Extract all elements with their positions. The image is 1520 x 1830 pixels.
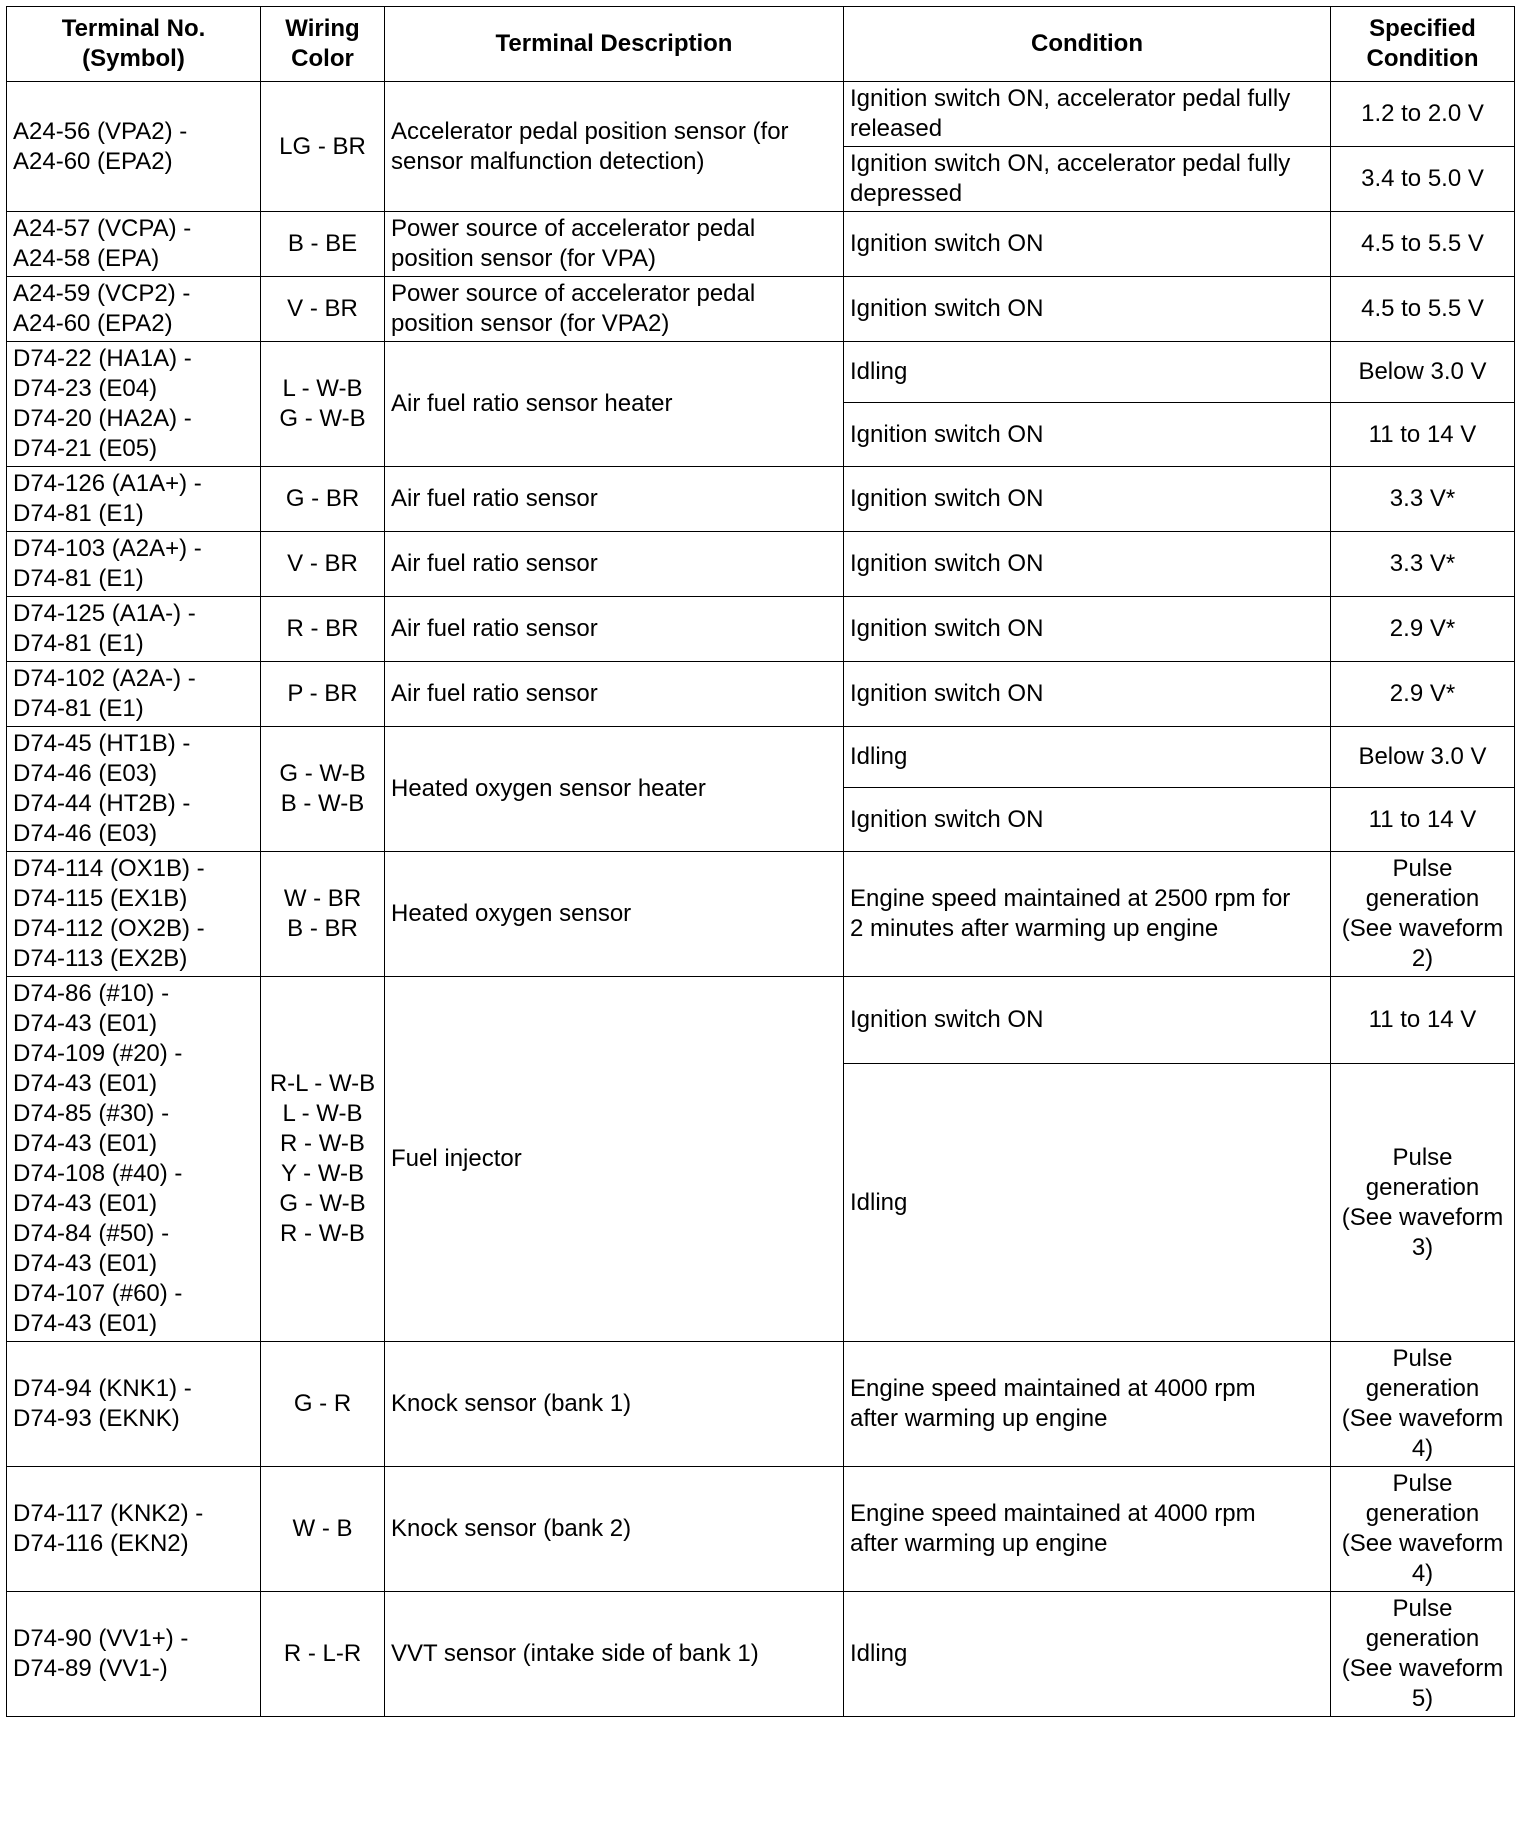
condition-line: released <box>850 115 943 142</box>
condition-cell <box>844 788 1331 852</box>
spec-line: 4) <box>1411 1560 1434 1587</box>
wiring-color-cell <box>261 597 385 662</box>
terminal-line: D74-126 (A1A+) - <box>13 470 202 497</box>
condition-line: Idling <box>850 358 908 386</box>
description-cell <box>385 662 844 727</box>
table-row <box>7 277 1515 342</box>
terminal-cell <box>7 1342 261 1467</box>
condition-line: Engine speed maintained at 2500 rpm for <box>850 885 1291 912</box>
wiring-line: B - BR <box>287 915 358 942</box>
terminal-line: D74-81 (E1) <box>13 500 144 527</box>
terminal-line: D74-81 (E1) <box>13 630 144 657</box>
terminal-line: D74-94 (KNK1) - <box>13 1375 192 1402</box>
terminal-line: D74-43 (E01) <box>13 1130 158 1157</box>
condition-cell <box>844 727 1331 788</box>
terminal-line: D74-46 (E03) <box>13 760 158 787</box>
terminal-line: D74-108 (#40) - <box>13 1160 183 1187</box>
wiring-line: R - BR <box>286 615 359 642</box>
specified-condition-cell <box>1331 1467 1515 1592</box>
spec-line: Pulse <box>1392 1143 1453 1171</box>
terminal-cell <box>7 597 261 662</box>
condition-cell <box>844 662 1331 727</box>
terminal-line: D74-117 (KNK2) - <box>13 1500 204 1527</box>
terminal-line: D74-84 (#50) - <box>13 1220 170 1247</box>
wiring-color-cell <box>261 852 385 977</box>
description-cell <box>385 1592 844 1717</box>
terminal-line: A24-59 (VCP2) - <box>13 280 191 307</box>
header-wiring-line2: Color <box>291 45 354 72</box>
terminal-line: D74-113 (EX2B) <box>13 945 188 972</box>
terminal-cell <box>7 1592 261 1717</box>
wiring-line: L - W-B <box>282 1100 363 1127</box>
wiring-line: R - L-R <box>283 1640 362 1667</box>
spec-line: generation <box>1365 1375 1480 1402</box>
spec-line: 11 to 14 V <box>1368 1006 1477 1034</box>
terminal-cell <box>7 1467 261 1592</box>
spec-line: (See waveform <box>1341 915 1504 942</box>
description-line: position sensor (for VPA2) <box>391 310 670 337</box>
condition-cell <box>844 852 1331 977</box>
specified-condition-cell <box>1331 662 1515 727</box>
description-cell <box>385 727 844 852</box>
terminal-line: D74-22 (HA1A) - <box>13 345 192 372</box>
condition-line: Ignition switch ON <box>850 680 1044 707</box>
specified-condition-cell <box>1331 82 1515 147</box>
terminal-line: D74-116 (EKN2) <box>13 1530 189 1557</box>
wiring-color-cell <box>261 1592 385 1717</box>
spec-line: 2.9 V* <box>1389 680 1456 707</box>
description-line: Air fuel ratio sensor <box>391 680 598 707</box>
terminal-line: D74-44 (HT2B) - <box>13 790 191 817</box>
condition-cell <box>844 1467 1331 1592</box>
spec-line: (See waveform <box>1341 1655 1504 1682</box>
terminal-line: D74-89 (VV1-) <box>13 1655 168 1682</box>
wiring-line: LG - BR <box>279 132 366 160</box>
wiring-color-cell <box>261 977 385 1342</box>
terminal-cell <box>7 467 261 532</box>
specified-condition-cell <box>1331 342 1515 403</box>
terminal-line: D74-115 (EX1B) <box>13 885 188 912</box>
spec-line: 4) <box>1411 1435 1434 1462</box>
spec-line: (See waveform <box>1341 1203 1504 1231</box>
specified-condition-cell <box>1331 852 1515 977</box>
specified-condition-cell <box>1331 597 1515 662</box>
spec-line: 11 to 14 V <box>1368 420 1477 448</box>
terminal-cell <box>7 852 261 977</box>
header-terminal-line2: (Symbol) <box>82 45 185 72</box>
wiring-line: L - W-B <box>282 375 363 402</box>
terminal-cell <box>7 277 261 342</box>
header-terminal-no <box>7 7 261 82</box>
condition-line: after warming up engine <box>850 1530 1108 1557</box>
condition-line: Idling <box>850 743 908 771</box>
specified-condition-cell <box>1331 727 1515 788</box>
header-specified-line1: Specified <box>1369 15 1476 42</box>
specified-condition-cell <box>1331 147 1515 212</box>
terminal-line: D74-46 (E03) <box>13 820 158 847</box>
condition-line: Ignition switch ON <box>850 615 1044 642</box>
description-line: Air fuel ratio sensor <box>391 550 598 577</box>
terminal-line: D74-86 (#10) - <box>13 980 170 1007</box>
terminal-line: D74-93 (EKNK) <box>13 1405 180 1432</box>
condition-line: Idling <box>850 1188 908 1216</box>
wiring-color-cell <box>261 277 385 342</box>
terminal-line: A24-60 (EPA2) <box>13 310 173 337</box>
terminal-line: D74-81 (E1) <box>13 695 144 722</box>
wiring-line: G - W-B <box>279 405 366 432</box>
wiring-line: R-L - W-B <box>269 1070 376 1097</box>
condition-line: Ignition switch ON <box>850 420 1044 448</box>
terminal-line: D74-114 (OX1B) - <box>13 855 205 882</box>
wiring-color-cell <box>261 82 385 212</box>
condition-line: after warming up engine <box>850 1405 1108 1432</box>
condition-cell <box>844 147 1331 212</box>
table-row <box>7 662 1515 727</box>
spec-line: 11 to 14 V <box>1368 805 1477 833</box>
description-cell <box>385 852 844 977</box>
spec-line: Below 3.0 V <box>1358 743 1487 771</box>
terminal-line: D74-43 (E01) <box>13 1310 158 1337</box>
spec-line: 2.9 V* <box>1389 615 1456 642</box>
condition-cell <box>844 1592 1331 1717</box>
spec-line: 3) <box>1411 1233 1434 1261</box>
condition-line: Ignition switch ON <box>850 295 1044 322</box>
description-cell <box>385 597 844 662</box>
spec-line: (See waveform <box>1341 1405 1504 1432</box>
wiring-color-cell <box>261 467 385 532</box>
table-row <box>7 212 1515 277</box>
description-line: Air fuel ratio sensor <box>391 485 598 512</box>
description-line: Air fuel ratio sensor <box>391 615 598 642</box>
terminal-cell <box>7 662 261 727</box>
terminal-line: D74-81 (E1) <box>13 565 144 592</box>
condition-cell <box>844 82 1331 147</box>
wiring-color-cell <box>261 532 385 597</box>
wiring-line: G - W-B <box>279 760 366 787</box>
wiring-color-cell <box>261 212 385 277</box>
description-cell <box>385 277 844 342</box>
terminal-cell <box>7 342 261 467</box>
table-row <box>7 597 1515 662</box>
specified-condition-cell <box>1331 212 1515 277</box>
condition-cell <box>844 467 1331 532</box>
specified-condition-cell <box>1331 1064 1515 1342</box>
condition-cell <box>844 1342 1331 1467</box>
table-row <box>7 1467 1515 1592</box>
condition-line: Ignition switch ON <box>850 550 1044 577</box>
condition-cell <box>844 977 1331 1064</box>
terminal-line: D74-107 (#60) - <box>13 1280 183 1307</box>
spec-line: Below 3.0 V <box>1358 358 1487 386</box>
terminal-line: A24-57 (VCPA) - <box>13 215 192 242</box>
condition-cell <box>844 403 1331 467</box>
terminal-cell <box>7 977 261 1342</box>
header-wiring-color <box>261 7 385 82</box>
condition-line: Ignition switch ON <box>850 485 1044 512</box>
spec-line: 2) <box>1411 945 1434 972</box>
description-line: sensor malfunction detection) <box>391 147 705 175</box>
description-cell <box>385 212 844 277</box>
wiring-line: Y - W-B <box>280 1160 365 1187</box>
header-wiring-line1: Wiring <box>285 15 360 42</box>
terminal-line: D74-45 (HT1B) - <box>13 730 191 757</box>
condition-line: Ignition switch ON <box>850 805 1044 833</box>
spec-line: Pulse <box>1392 855 1453 882</box>
condition-line: Engine speed maintained at 4000 rpm <box>850 1500 1256 1527</box>
terminal-line: D74-103 (A2A+) - <box>13 535 202 562</box>
terminal-line: D74-43 (E01) <box>13 1070 158 1097</box>
condition-cell <box>844 212 1331 277</box>
description-cell <box>385 342 844 467</box>
wiring-color-cell <box>261 1467 385 1592</box>
condition-line: Idling <box>850 1640 908 1667</box>
header-specified-line2: Condition <box>1366 45 1479 72</box>
table-header <box>7 7 1515 82</box>
wiring-line: R - W-B <box>280 1220 365 1247</box>
table-row <box>7 1342 1515 1467</box>
table-row <box>7 342 1515 403</box>
wiring-line: W - B <box>292 1515 353 1542</box>
condition-cell <box>844 342 1331 403</box>
description-cell <box>385 1342 844 1467</box>
terminal-cell <box>7 212 261 277</box>
terminal-line: D74-85 (#30) - <box>13 1100 170 1127</box>
table-row <box>7 82 1515 147</box>
description-line: Accelerator pedal position sensor (for <box>391 117 789 145</box>
specified-condition-cell <box>1331 977 1515 1064</box>
table-row <box>7 727 1515 788</box>
description-line: VVT sensor (intake side of bank 1) <box>391 1640 759 1667</box>
wiring-line: P - BR <box>287 680 358 707</box>
description-cell <box>385 977 844 1342</box>
spec-line: 4.5 to 5.5 V <box>1361 230 1484 257</box>
wiring-color-cell <box>261 727 385 852</box>
description-cell <box>385 467 844 532</box>
spec-line: 4.5 to 5.5 V <box>1361 295 1484 322</box>
terminal-line: D74-43 (E01) <box>13 1190 158 1217</box>
specified-condition-cell <box>1331 467 1515 532</box>
terminal-line: D74-21 (E05) <box>13 435 158 462</box>
wiring-line: B - W-B <box>280 790 365 817</box>
spec-line: generation <box>1365 1173 1480 1201</box>
condition-cell <box>844 1064 1331 1342</box>
condition-line: 2 minutes after warming up engine <box>850 915 1219 942</box>
terminal-line: D74-43 (E01) <box>13 1250 158 1277</box>
wiring-color-cell <box>261 342 385 467</box>
terminal-cell <box>7 532 261 597</box>
description-cell <box>385 1467 844 1592</box>
header-terminal-line1: Terminal No. <box>61 15 206 42</box>
header-terminal-description: Terminal Description <box>385 7 844 82</box>
description-line: Knock sensor (bank 1) <box>391 1390 632 1417</box>
condition-line: Ignition switch ON <box>850 230 1044 257</box>
spec-line: Pulse <box>1392 1345 1453 1372</box>
spec-line: 3.4 to 5.0 V <box>1361 165 1484 192</box>
condition-line: Ignition switch ON, accelerator pedal fully <box>850 85 1291 112</box>
wiring-line: R - W-B <box>280 1130 365 1157</box>
terminal-line: D74-125 (A1A-) - <box>13 600 196 627</box>
specified-condition-cell <box>1331 532 1515 597</box>
spec-line: Pulse <box>1392 1595 1453 1622</box>
terminal-line: D74-43 (E01) <box>13 1010 158 1037</box>
description-line: Heated oxygen sensor <box>391 900 632 927</box>
wiring-line: W - BR <box>283 885 362 912</box>
spec-line: Pulse <box>1392 1470 1453 1497</box>
description-line: Fuel injector <box>391 1145 522 1172</box>
terminal-line: D74-112 (OX2B) - <box>13 915 205 942</box>
wiring-line: G - R <box>293 1390 352 1417</box>
spec-line: 5) <box>1411 1685 1434 1712</box>
terminal-cell <box>7 82 261 212</box>
condition-cell <box>844 277 1331 342</box>
terminal-cell <box>7 727 261 852</box>
description-cell <box>385 532 844 597</box>
description-line: position sensor (for VPA) <box>391 245 656 272</box>
terminal-line: A24-58 (EPA) <box>13 245 160 272</box>
specified-condition-cell <box>1331 277 1515 342</box>
description-line: Power source of accelerator pedal <box>391 280 756 307</box>
terminal-line: A24-60 (EPA2) <box>13 147 173 175</box>
wiring-line: G - W-B <box>279 1190 366 1217</box>
terminal-line: D74-23 (E04) <box>13 375 158 402</box>
wiring-line: G - BR <box>285 485 360 512</box>
spec-line: generation <box>1365 1500 1480 1527</box>
specified-condition-cell <box>1331 1592 1515 1717</box>
header-row <box>7 7 1515 82</box>
wiring-line: B - BE <box>287 230 358 257</box>
condition-line: Engine speed maintained at 4000 rpm <box>850 1375 1256 1402</box>
spec-line: (See waveform <box>1341 1530 1504 1557</box>
terminal-table <box>6 6 1515 1717</box>
table-row <box>7 852 1515 977</box>
table-row <box>7 532 1515 597</box>
terminal-line: A24-56 (VPA2) - <box>13 117 188 145</box>
specified-condition-cell <box>1331 1342 1515 1467</box>
header-specified-condition <box>1331 7 1515 82</box>
header-condition: Condition <box>844 7 1331 82</box>
spec-line: generation <box>1365 885 1480 912</box>
description-line: Heated oxygen sensor heater <box>391 775 706 802</box>
terminal-line: D74-20 (HA2A) - <box>13 405 192 432</box>
wiring-color-cell <box>261 662 385 727</box>
terminal-line: D74-90 (VV1+) - <box>13 1625 189 1652</box>
specified-condition-cell <box>1331 788 1515 852</box>
table-row <box>7 977 1515 1064</box>
condition-cell <box>844 597 1331 662</box>
description-cell <box>385 82 844 212</box>
description-line: Power source of accelerator pedal <box>391 215 756 242</box>
terminal-line: D74-102 (A2A-) - <box>13 665 196 692</box>
description-line: Knock sensor (bank 2) <box>391 1515 632 1542</box>
spec-line: 3.3 V* <box>1389 485 1456 512</box>
spec-line: 3.3 V* <box>1389 550 1456 577</box>
condition-line: Ignition switch ON <box>850 1006 1044 1034</box>
spec-line: 1.2 to 2.0 V <box>1361 100 1484 127</box>
condition-line: Ignition switch ON, accelerator pedal fully <box>850 150 1291 177</box>
wiring-color-cell <box>261 1342 385 1467</box>
wiring-line: V - BR <box>287 550 358 577</box>
spec-line: generation <box>1365 1625 1480 1652</box>
condition-cell <box>844 532 1331 597</box>
condition-line: depressed <box>850 180 963 207</box>
terminal-line: D74-109 (#20) - <box>13 1040 183 1067</box>
description-line: Air fuel ratio sensor heater <box>391 390 673 417</box>
table-body <box>7 82 1515 1717</box>
wiring-line: V - BR <box>287 295 358 322</box>
table-row <box>7 1592 1515 1717</box>
specified-condition-cell <box>1331 403 1515 467</box>
table-row <box>7 467 1515 532</box>
